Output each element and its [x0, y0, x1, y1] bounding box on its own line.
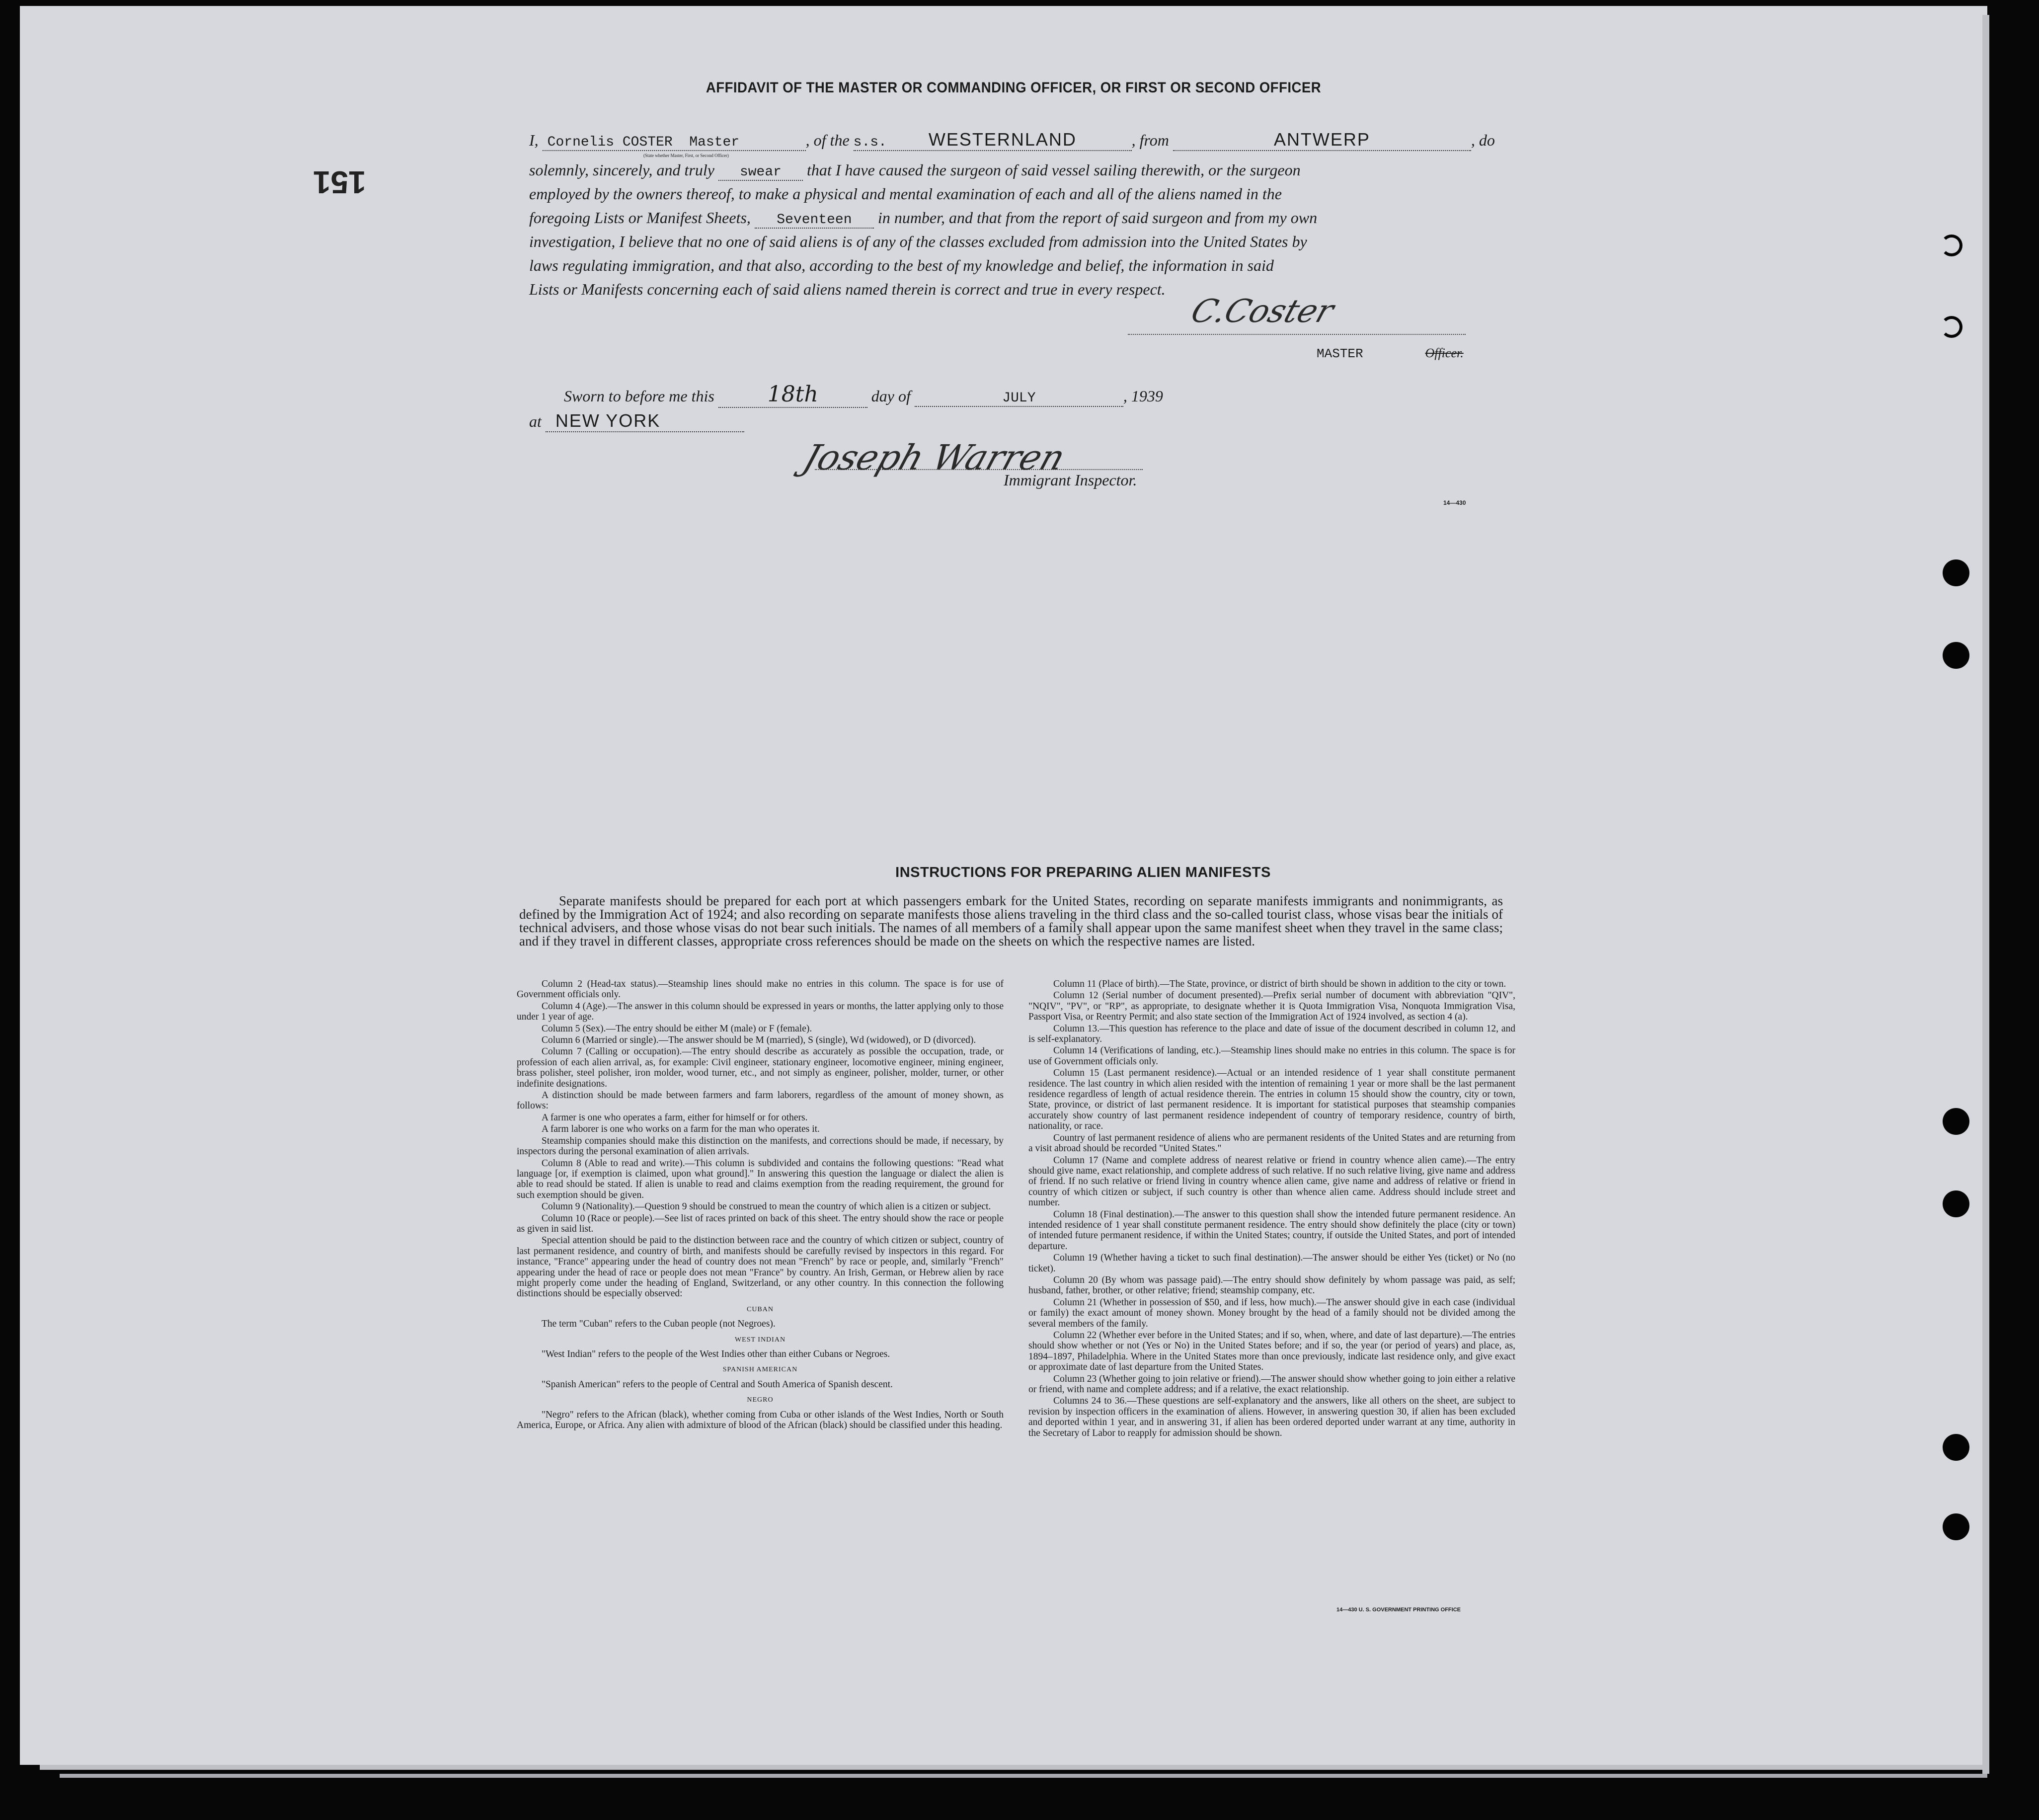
printing-office-footer: 14—430 U. S. GOVERNMENT PRINTING OFFICE — [1336, 1607, 1461, 1613]
word-i: I, — [529, 131, 539, 149]
inspector-signature: Joseph Warren — [798, 437, 1071, 478]
left-column-paragraph: Column 4 (Age).—The answer in this column should be expressed in years or months, the latter applying only to those under 1 year of age. — [517, 1001, 1004, 1023]
inspector-signature-line — [815, 469, 1143, 470]
heading-cuban: CUBAN — [746, 1305, 774, 1313]
left-column-paragraph: Column 2 (Head-tax status).—Steamship lines should make no entries in this column. The space is for use of Government officials only. — [517, 979, 1004, 1000]
left-column-paragraph: Special attention should be paid to the distinction between race and the country of which citizen or subject, country of last permanent residence, and country of birth, and manifests should be carefully revised by inspectors in this regard. For instance, "France" appearing under the head of country does not mean "French" by race or people, and, similarly "French" appearing under the head of race or people does not mean "France" by country. An Irish, German, or Hebrew alien by race might properly come under the heading of England, Switzerland, or any other country. In this connection the following distinctions should be especially observed: — [517, 1235, 1004, 1299]
master-signature-line — [1128, 334, 1466, 335]
left-column-paragraph: Column 9 (Nationality).—Question 9 should be construed to mean the country of which alien is a citizen or subject. — [542, 1201, 991, 1212]
punch-hole-icon — [1943, 559, 1969, 586]
heading-negro: NEGRO — [747, 1396, 774, 1404]
form-code: 14—430 — [1443, 499, 1466, 506]
sworn-line: Sworn to before me this 18th day of JULY , 1939 — [564, 382, 1163, 407]
left-column-paragraph: A farm laborer is one who works on a farm for the man who operates it. — [542, 1124, 820, 1135]
right-column-paragraph: Columns 24 to 36.—These questions are self-explanatory and the answers, like all others on the sheet, are subject to revision by inspection officers in the examination of aliens. However, in answering question 30, if alien has been excluded and deported within 1 year, and in answering 31, if alien has been ordered deported under warrant at any time, authority in the Secretary of Labor to reapply for admission should be shown. — [1028, 1396, 1515, 1438]
heading-spanish-american: SPANISH AMERICAN — [722, 1366, 798, 1374]
oath-type: swear — [718, 164, 803, 181]
instructions-intro: Separate manifests should be prepared for each port at which passengers embark for the United States, recording on separate manifests immigrants and nonimmigrants, as defined by the Immigration Act of 1924; and also recording on separate manifests those aliens traveling in the third class and the so-called tourist class, whose visas bear the initials of technical advisers, and those whose visas do not bear such initials. The names of all members of a family shall appear upon the same manifest sheet when they travel in the same class; and if they travel in different classes, appropriate cross references should be made on the sheets on which the respective names are listed. — [519, 893, 1503, 949]
right-paragraphs — [1028, 979, 1515, 1438]
rank-note: (State whether Master, First, or Second Officer) — [643, 153, 729, 158]
right-column-paragraph: Country of last permanent residence of aliens who are permanent residents of the United States and are returning from a visit abroad should be recorded "United States." — [1028, 1132, 1515, 1154]
right-column-paragraph: Column 12 (Serial number of document presented).—Prefix serial number of document with abbreviation "QIV", "NQIV", "PV", or "RP", as appropriate, to designate whether it is Quota Immigration Visa, Nonquota Immigration Visa, Passport Visa, or Reentry Permit; and also state section of the Immigration Act of 1924 involved, as section 4 (a). — [1028, 990, 1515, 1023]
officer-struck: Officer. — [1425, 346, 1464, 360]
right-column-paragraph: Column 11 (Place of birth).—The State, province, or district of birth should be shown in addition to the city or town. — [1053, 979, 1506, 989]
left-column-paragraph: Steamship companies should make this distinction on the manifests, and corrections should be made, if necessary, by inspectors during the personal examination of alien arrivals. — [517, 1135, 1004, 1157]
text-spanish-american: "Spanish American" refers to the people of Central and South America of Spanish descent. — [542, 1379, 893, 1390]
right-column-paragraph: Column 13.—This question has reference to the place and date of issue of the document described in column 12, and is self-explanatory. — [1028, 1023, 1515, 1045]
sheet-edge-bottom — [40, 1765, 1987, 1770]
affidavit-line-4: foregoing Lists or Manifest Sheets, Seventeen in number, and that from the report of said surgeon and from my own — [529, 209, 1318, 228]
left-column-paragraph: A distinction should be made between farmers and farm laborers, regardless of the amount of money shown, as follows: — [517, 1090, 1004, 1111]
affidavit-line-5: investigation, I believe that no one of said aliens is of any of the classes excluded from admission into the United States by — [529, 233, 1307, 250]
vessel-prefix: s.s. — [853, 135, 887, 150]
right-column-paragraph: Column 22 (Whether ever before in the United States; and if so, when, where, and date of last departure).—The entries should show whether or not (Yes or No) in the United States before; and if so, the year (or period of years) and place, as, 1894–1897, Philadelphia. Where in the United States more than once previously, indicate last residence only, and give exact or approximate date of last departure from the United States. — [1028, 1330, 1515, 1373]
left-column-paragraph: Column 8 (Able to read and write).—This column is subdivided and contains the following questions: "Read what language [or, if exemption is claimed, upon what ground]." In answering this question the language or dialect the alien is able to read should be stated. If alien is unable to read and claims exemption from the reading requirement, the ground for such exemption should be given. — [517, 1158, 1004, 1200]
punch-hole-icon — [1943, 642, 1969, 669]
signer-title: MASTER Officer. — [1317, 346, 1464, 361]
affidavit-line-2: solemnly, sincerely, and truly swear that I have caused the surgeon of said vessel sailing therewith, or the surgeon — [529, 161, 1301, 180]
inspector-label: Immigrant Inspector. — [1004, 471, 1137, 489]
sworn-month: JULY — [915, 391, 1123, 407]
right-column-paragraph: Column 18 (Final destination).—The answer to this question shall show the intended future permanent residence. An intended residence of 1 year shall constitute permanent residence. The entry should show definitely the place (city or town) of intended future permanent residence, if within the United States; country, if outside the United States, and port of intended departure. — [1028, 1209, 1515, 1252]
rank: Master — [689, 135, 740, 150]
punch-hole-icon — [1943, 1108, 1969, 1135]
affidavit-line-1: I, Cornelis COSTER Master , of the s.s. WESTERNLAND , from ANTWERP , do — [529, 129, 1495, 150]
master-signature: C.Coster — [1186, 293, 1338, 330]
left-column-paragraph: Column 7 (Calling or occupation).—The entry should describe as accurately as possible the occupation, trade, or profession of each alien arrival, as, for example: Civil engineer, stationary engineer, locomotive engineer, mining engineer, brass polisher, steel polisher, iron molder, wood turner, etc., and not simply as engineer, polisher, molder, turner, or other indefinite designations. — [517, 1046, 1004, 1089]
right-column-paragraph: Column 15 (Last permanent residence).—Actual or an intended residence of 1 year shall constitute permanent residence. The last country in which alien resided with the intention of remaining 1 year or more shall be the last permanent residence regardless of length of actual residence therein. The entries in column 15 should show the country, city or town, State, province, or district of last permanent residence. It is important for statistical purposes that steamship companies accurately show country of last permanent residence independent of country of temporary residence, country of birth, nationality, or race. — [1028, 1068, 1515, 1132]
master-name: Cornelis COSTER Master — [543, 135, 806, 151]
port-of-departure: ANTWERP — [1173, 129, 1471, 151]
instructions-title: INSTRUCTIONS FOR PREPARING ALIEN MANIFESTS — [895, 865, 1271, 880]
affidavit-line-7: Lists or Manifests concerning each of said aliens named therein is correct and true in every respect. — [529, 280, 1166, 298]
left-column-paragraph: Column 5 (Sex).—The entry should be either M (male) or F (female). — [542, 1023, 812, 1034]
text-negro: "Negro" refers to the African (black), whether coming from Cuba or other islands of the West Indies, North or South America, Europe, or Africa. Any alien with admixture of blood of the African (black) should be classified under this heading. — [517, 1409, 1004, 1431]
location-line: at NEW YORK — [529, 410, 744, 432]
left-column-paragraph: A farmer is one who operates a farm, either for himself or for others. — [542, 1112, 808, 1123]
vessel-name: WESTERNLAND — [928, 129, 1077, 150]
punch-hole-icon — [1943, 1434, 1969, 1461]
text-cuban: The term "Cuban" refers to the Cuban people (not Negroes). — [542, 1319, 776, 1330]
left-column-paragraph: Column 6 (Married or single).—The answer should be M (married), S (single), Wd (widowed), or D (divorced). — [542, 1035, 976, 1046]
instructions-left-column — [517, 979, 1004, 1431]
affidavit-title: AFFIDAVIT OF THE MASTER OR COMMANDING OFFICER, OR FIRST OR SECOND OFFICER — [706, 79, 1322, 96]
binder-ring-icon — [1941, 316, 1962, 338]
sheet-edge-bottom-2 — [60, 1774, 1987, 1778]
binder-ring-icon — [1941, 235, 1962, 256]
right-column-paragraph: Column 20 (By whom was passage paid).—The entry should show definitely by whom passage was paid, as self; husband, father, brother, or other relative; friend; steamship company, etc. — [1028, 1274, 1515, 1296]
right-column-paragraph: Column 14 (Verifications of landing, etc.).—Steamship lines should make no entries in this column. The space is for use of Government officials only. — [1028, 1045, 1515, 1067]
vessel — [854, 129, 1132, 151]
sworn-location: NEW YORK — [546, 410, 744, 432]
sworn-year: 39 — [1147, 387, 1163, 405]
affidavit-line-3: employed by the owners thereof, to make a physical and mental examination of each and all of the aliens named in the — [529, 185, 1282, 203]
punch-hole-icon — [1943, 1513, 1969, 1540]
right-column-paragraph: Column 23 (Whether going to join relative or friend).—The answer should show whether going to join either a relative or friend, with name and complete address; and if a relative, the exact relationship. — [1028, 1373, 1515, 1395]
instructions-right-column — [1028, 979, 1515, 1439]
right-column-paragraph: Column 21 (Whether in possession of $50, and if less, how much).—The answer should give in each case (individual or family) the exact amount of money shown. Money brought by the head of a family should not be divided among the several members of the family. — [1028, 1297, 1515, 1329]
right-column-paragraph: Column 19 (Whether having a ticket to such final destination).—The answer should be either Yes (ticket) or No (no ticket). — [1028, 1253, 1515, 1274]
sworn-day: 18th — [718, 382, 867, 408]
left-paragraphs — [517, 979, 1004, 1299]
text-west-indian: "West Indian" refers to the people of the West Indies other than either Cubans or Negroes. — [542, 1349, 890, 1359]
left-column-paragraph: Column 10 (Race or people).—See list of races printed on back of this sheet. The entry should show the race or people as given in said list. — [517, 1213, 1004, 1234]
punch-hole-icon — [1943, 1190, 1969, 1217]
sheet-edge-right — [1982, 15, 1989, 1774]
heading-west-indian: WEST INDIAN — [734, 1336, 786, 1344]
affidavit-line-6: laws regulating immigration, and that also, according to the best of my knowledge and belief, the information in said — [529, 256, 1274, 274]
right-column-paragraph: Column 17 (Name and complete address of nearest relative or friend in country whence alien came).—The entry should give name, exact relationship, and complete address of such relative. If no such relative living, give name and address of friend. If no such relative or friend living in country whence alien came, give name and address of relative or friend in country of which citizen or subject, if such country is other than whence alien came. Address should include street and number. — [1028, 1155, 1515, 1208]
page-stamp-number: 151 — [313, 164, 366, 200]
sheet-count: Seventeen — [755, 212, 874, 229]
